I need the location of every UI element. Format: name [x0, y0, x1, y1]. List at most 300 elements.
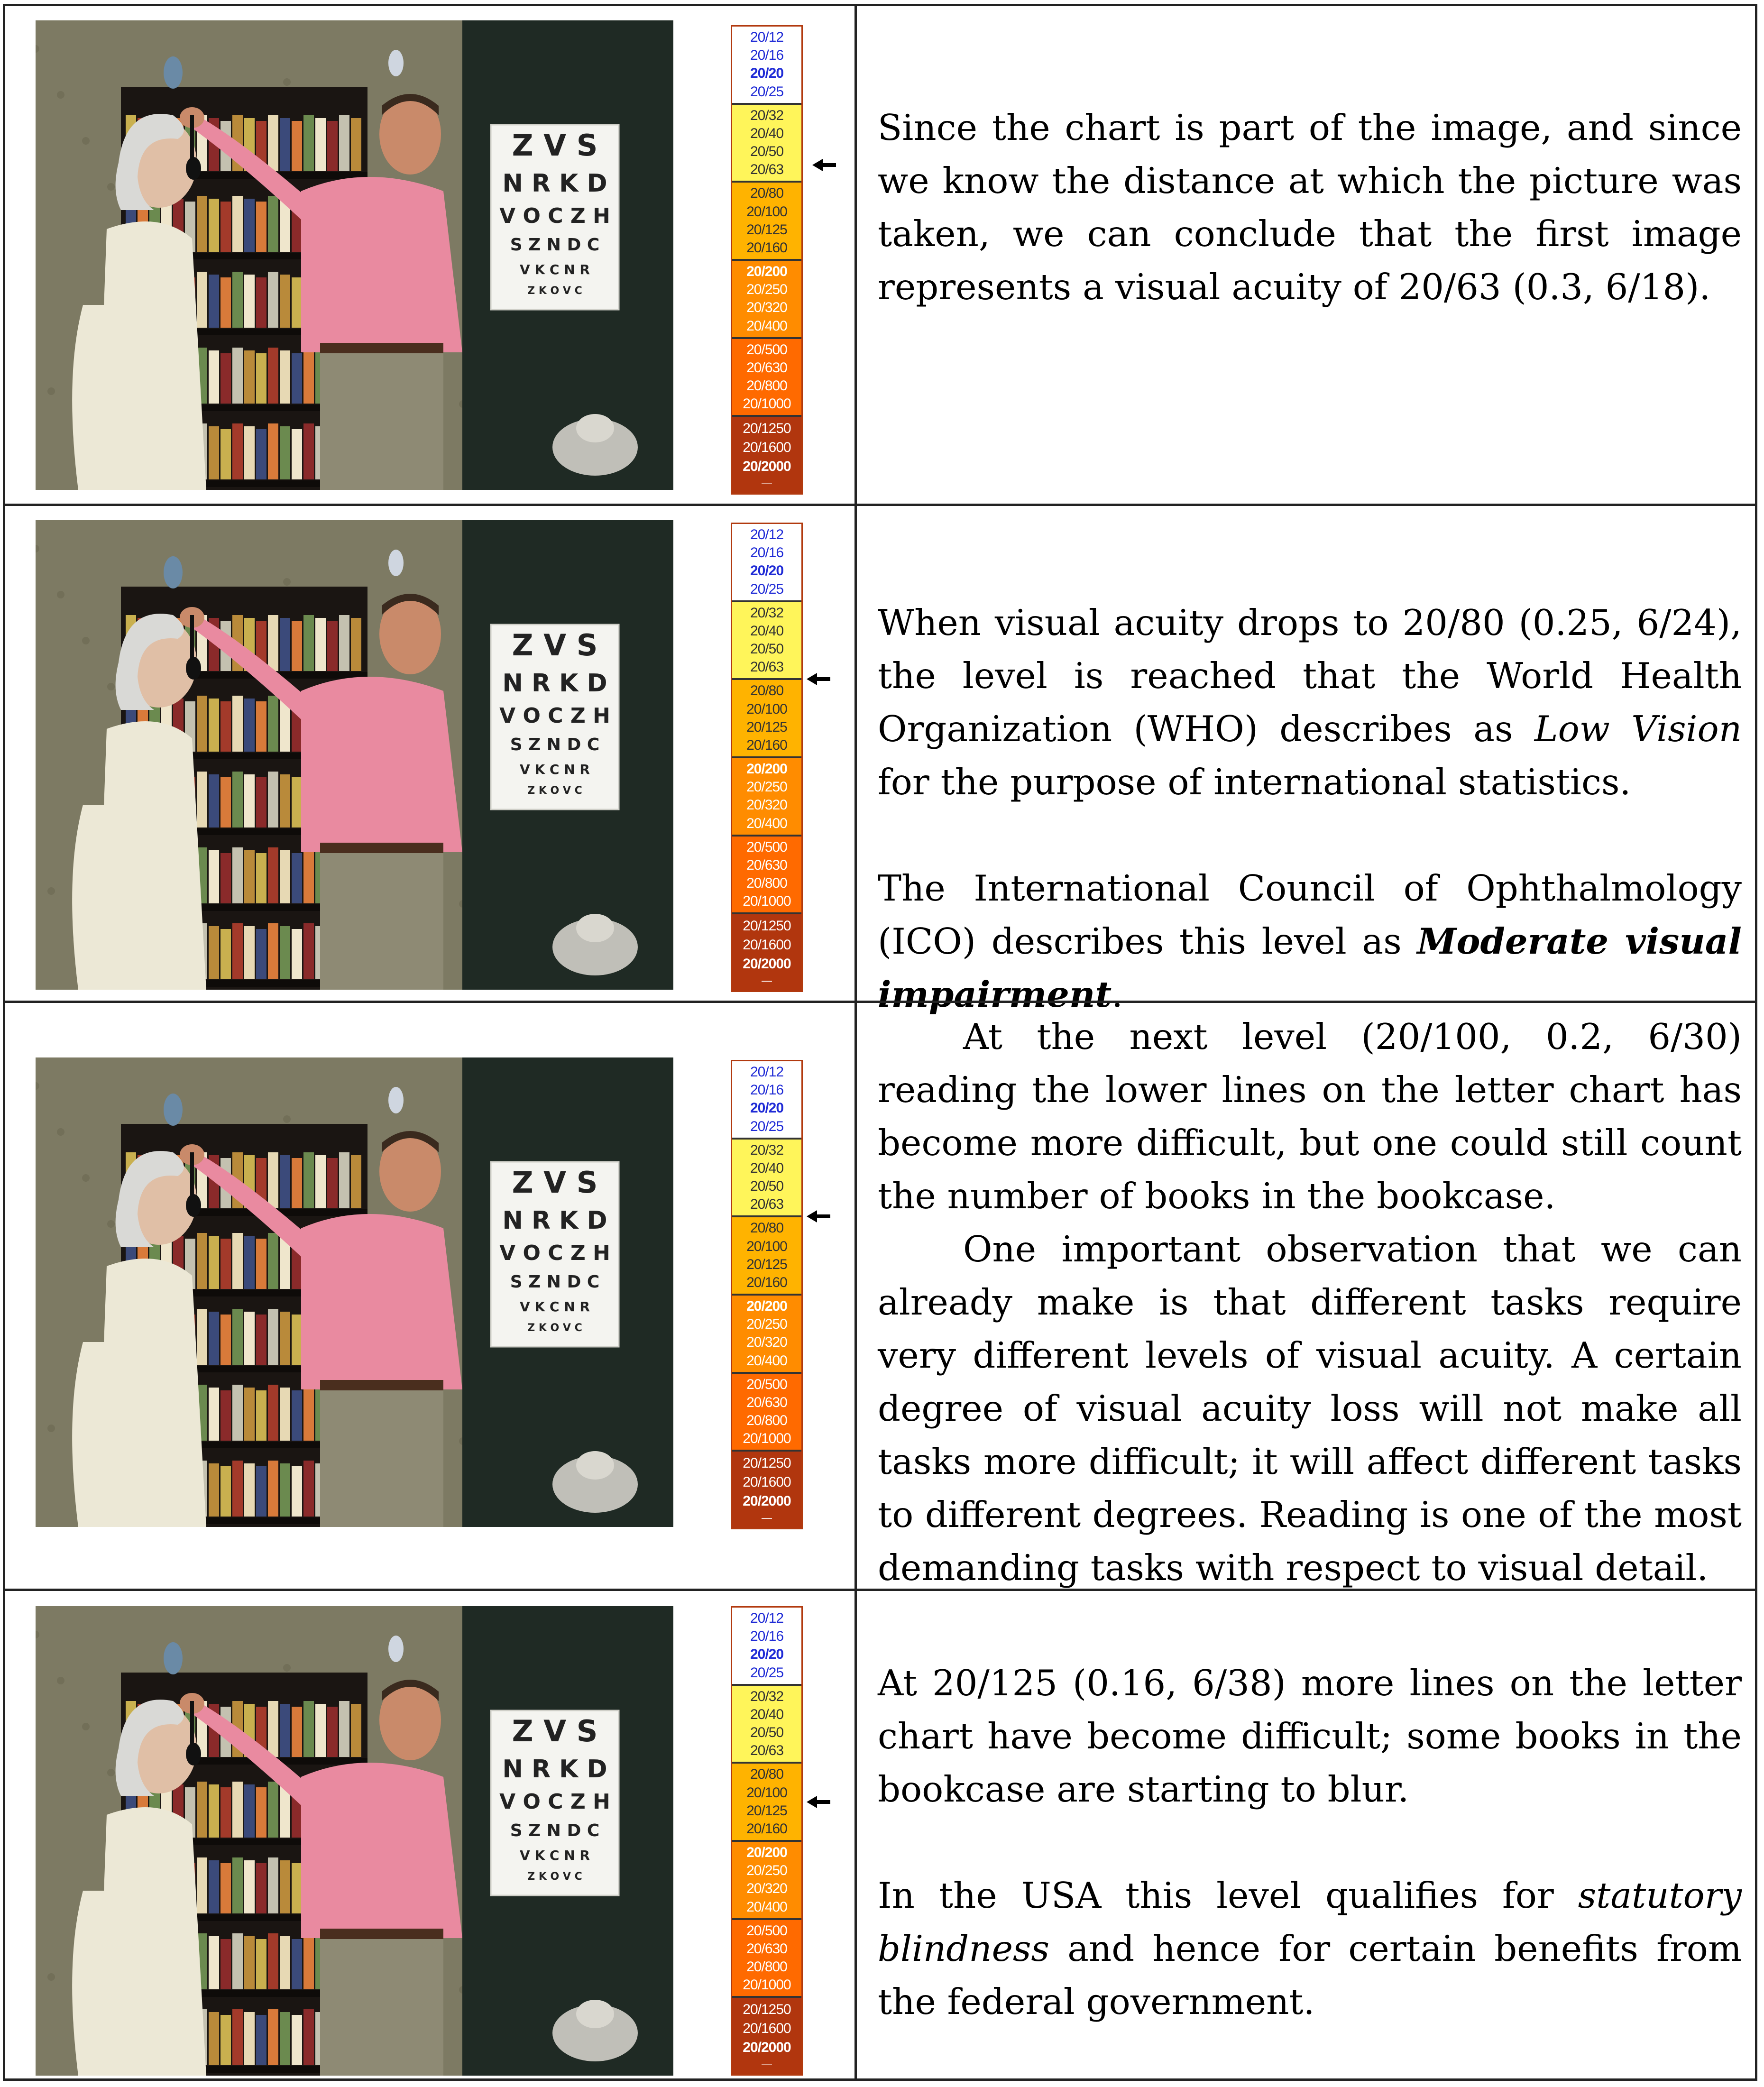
scale-label: 20/160 — [746, 737, 787, 753]
book — [280, 426, 290, 479]
book — [327, 621, 338, 671]
book — [220, 1939, 231, 1989]
scale-group — [732, 261, 801, 339]
scale-group — [732, 1998, 801, 2074]
scale-group — [732, 1842, 801, 1920]
wallpaper-dot — [82, 1723, 90, 1730]
book — [209, 275, 219, 328]
scale-label: 20/40 — [750, 623, 784, 639]
book — [244, 1236, 255, 1289]
scale-label: 20/25 — [750, 83, 784, 100]
book — [232, 1782, 243, 1838]
scale-label: 20/125 — [746, 221, 787, 238]
eye-chart-line: S Z N D C — [510, 1821, 600, 1840]
scale-group — [732, 602, 801, 680]
wallpaper-dot — [57, 1128, 64, 1136]
book — [280, 275, 290, 328]
man-belt — [320, 843, 443, 853]
wallpaper-dot — [82, 637, 90, 644]
book — [339, 1701, 349, 1757]
scale-label: 20/50 — [750, 1725, 784, 1741]
eye-chart-line: Z K O V C — [527, 785, 582, 797]
book — [232, 923, 243, 979]
man-belt — [320, 1380, 443, 1390]
wallpaper-dot — [82, 1174, 90, 1182]
book — [244, 926, 255, 979]
scale-label: 20/16 — [750, 1082, 784, 1098]
term-moderate-impairment: Moderate visual impairment — [878, 920, 1742, 1015]
scale-label: 20/1250 — [743, 2002, 791, 2018]
scale-label: 20/1250 — [743, 421, 791, 437]
book — [280, 1936, 290, 1989]
book — [280, 850, 290, 903]
book — [256, 2015, 266, 2065]
eye-chart-line: Z K O V C — [527, 1871, 582, 1883]
book — [303, 1152, 314, 1208]
book — [280, 618, 290, 671]
scale-label: 20/1000 — [743, 396, 791, 412]
book — [280, 774, 290, 827]
eye-occluder — [186, 157, 201, 180]
eye-chart-line: V K C N R — [520, 1848, 590, 1863]
book — [351, 1704, 361, 1757]
paragraph: When visual acuity drops to 20/80 (0.25, 6/24), the level is reached that the World Health Organization (WHO) describes as Low Vision for the purpose of international statistics. — [878, 602, 1742, 803]
book — [292, 1158, 302, 1208]
book — [351, 1155, 361, 1208]
book — [220, 777, 231, 827]
book — [292, 621, 302, 671]
paragraph: The International Council of Ophthalmology (ICO) describes this level as Moderate visual impairment. — [878, 867, 1742, 1015]
scale-label: 20/12 — [750, 1064, 784, 1080]
book — [256, 1939, 266, 1989]
scale-group — [732, 105, 801, 183]
scale-group — [732, 524, 801, 602]
book — [244, 1860, 255, 1913]
book — [268, 1782, 278, 1838]
book — [327, 1707, 338, 1757]
scale-label: 20/320 — [746, 1334, 787, 1351]
scale-label: 20/200 — [746, 1845, 787, 1861]
man-shirt — [301, 1214, 462, 1389]
scale-group — [732, 27, 801, 105]
paragraph: Since the chart is part of the image, and since we know the distance at which the picture was taken, we can conclude that the first image represents a visual acuity of 20/63 (0.3, 6/18). — [878, 107, 1742, 308]
eye-chart-line: Z V S — [512, 1165, 598, 1200]
book — [232, 847, 243, 903]
book — [280, 350, 290, 404]
book — [197, 196, 207, 252]
paragraph: At the next level (20/100, 0.2, 6/30) reading the lower lines on the letter chart has become more difficult, but one could still count the number of books in the bookcase. — [878, 1016, 1742, 1217]
book — [303, 615, 314, 671]
book — [244, 850, 255, 903]
vase — [164, 556, 183, 588]
scale-label: 20/250 — [746, 1316, 787, 1333]
eye-chart-line: V O C Z H — [499, 204, 610, 228]
photo-panel — [36, 1606, 673, 2076]
scale-label: 20/500 — [746, 1376, 787, 1392]
eye-chart-line: V O C Z H — [499, 1241, 610, 1265]
book — [256, 1390, 266, 1441]
scale-label: 20/100 — [746, 203, 787, 220]
book — [303, 348, 314, 404]
book — [268, 423, 278, 479]
eye-occluder — [186, 657, 201, 680]
book — [268, 1701, 278, 1757]
woman-sweater — [97, 721, 206, 990]
wallpaper-dot — [283, 78, 291, 86]
man-belt — [320, 1929, 443, 1939]
scale-label: 20/630 — [746, 857, 787, 873]
book — [220, 353, 231, 404]
vase — [388, 550, 404, 576]
scale-label: 20/32 — [750, 605, 784, 621]
photo-panel — [36, 20, 673, 490]
caption-text — [878, 101, 1742, 313]
book — [244, 426, 255, 479]
book — [220, 277, 231, 328]
book — [209, 1936, 219, 1989]
book — [303, 1385, 314, 1441]
wallpaper-dot — [283, 1664, 291, 1672]
book — [244, 1388, 255, 1441]
table-row — [5, 1589, 1755, 2081]
scale-label: 20/125 — [746, 719, 787, 735]
teapot — [576, 414, 614, 442]
acuity-scale — [731, 523, 803, 992]
book — [244, 2012, 255, 2065]
vase — [388, 1087, 404, 1113]
book — [220, 1315, 231, 1365]
eye-chart-line: N R K D — [502, 1206, 607, 1235]
level-arrow-icon — [807, 672, 830, 686]
book — [280, 1463, 290, 1517]
caption-text — [878, 1656, 1742, 2028]
scale-label: 20/40 — [750, 1706, 784, 1722]
book — [303, 2009, 314, 2065]
scale-group — [732, 417, 801, 493]
man-shirt — [301, 1763, 462, 1938]
woman-sweater — [97, 221, 206, 490]
book — [268, 615, 278, 671]
eye-chart-line: V O C Z H — [499, 1790, 610, 1814]
scale-label: 20/1600 — [743, 439, 791, 455]
scale-label: 20/1000 — [743, 1977, 791, 1993]
caption-text — [878, 596, 1742, 1021]
book — [244, 699, 255, 752]
book — [303, 1933, 314, 1989]
table-row — [5, 1001, 1755, 1589]
book — [220, 2015, 231, 2065]
book — [256, 1787, 266, 1838]
scale-label: 20/400 — [746, 1352, 787, 1369]
book — [292, 121, 302, 171]
woman-arm — [72, 805, 111, 990]
book — [327, 1158, 338, 1208]
wallpaper-dot — [47, 887, 55, 895]
book — [280, 1860, 290, 1913]
scale-dash: — — [762, 975, 772, 987]
book — [292, 1939, 302, 1989]
scale-group — [732, 1608, 801, 1686]
book — [209, 850, 219, 903]
scale-group — [732, 339, 801, 417]
book — [315, 1155, 326, 1208]
scale-label: 20/12 — [750, 527, 784, 543]
book — [315, 618, 326, 671]
eye-chart-line: S Z N D C — [510, 735, 600, 754]
scale-label: 20/12 — [750, 1610, 784, 1627]
book — [244, 1312, 255, 1365]
scene-photo — [36, 1057, 673, 1527]
book — [339, 115, 349, 171]
man-shirt — [301, 177, 462, 352]
acuity-scale — [731, 1060, 803, 1529]
book — [197, 1309, 207, 1365]
scale-label: 20/63 — [750, 1743, 784, 1759]
book — [232, 2009, 243, 2065]
book — [292, 1390, 302, 1441]
table-row — [5, 6, 1755, 504]
book — [209, 199, 219, 252]
scale-label: 20/630 — [746, 1940, 787, 1957]
book — [280, 1312, 290, 1365]
scale-group — [732, 680, 801, 758]
scale-label: 20/50 — [750, 144, 784, 160]
scale-label: 20/320 — [746, 300, 787, 316]
level-arrow-icon — [812, 158, 836, 172]
book — [280, 118, 290, 171]
scale-label: 20/20 — [750, 65, 784, 82]
book — [232, 1933, 243, 1989]
book — [280, 1704, 290, 1757]
book — [244, 350, 255, 404]
teapot — [576, 2000, 614, 2028]
book — [244, 199, 255, 252]
eye-chart-line: V O C Z H — [499, 704, 610, 728]
teapot — [576, 1451, 614, 1480]
wallpaper-dot — [57, 91, 64, 99]
book — [303, 923, 314, 979]
book — [268, 1309, 278, 1365]
scale-group — [732, 1061, 801, 1140]
scale-label: 20/20 — [750, 563, 784, 579]
scale-label: 20/2000 — [743, 956, 791, 972]
eye-chart-line: Z V S — [512, 128, 598, 163]
book — [232, 423, 243, 479]
book — [292, 777, 302, 827]
man-trousers — [320, 847, 443, 990]
scale-label: 20/20 — [750, 1646, 784, 1663]
eye-chart-line: Z K O V C — [527, 1322, 582, 1334]
scale-label: 20/250 — [746, 779, 787, 795]
eye-chart-line: V K C N R — [520, 762, 590, 777]
book — [292, 1315, 302, 1365]
wallpaper-dot — [283, 578, 291, 586]
level-arrow-icon — [807, 1209, 830, 1223]
scale-label: 20/320 — [746, 1881, 787, 1897]
scale-label: 20/50 — [750, 1178, 784, 1195]
woman-arm — [72, 305, 111, 490]
book — [268, 1385, 278, 1441]
scale-label: 20/1250 — [743, 918, 791, 934]
book — [197, 272, 207, 328]
eye-chart-line: S Z N D C — [510, 235, 600, 255]
book — [303, 1701, 314, 1757]
scale-label: 20/2000 — [743, 1493, 791, 1509]
book — [292, 353, 302, 404]
eye-occluder — [186, 1194, 201, 1217]
scale-group — [732, 1452, 801, 1528]
scale-label: 20/40 — [750, 125, 784, 141]
book — [220, 202, 231, 252]
scale-label: 20/100 — [746, 701, 787, 717]
eye-chart-line: Z V S — [512, 628, 598, 662]
book — [256, 353, 266, 404]
scale-label: 20/32 — [750, 1688, 784, 1704]
book — [197, 696, 207, 752]
scale-label: 20/800 — [746, 1413, 787, 1429]
book — [244, 1784, 255, 1838]
vase — [164, 1642, 183, 1674]
scale-dash: — — [762, 1512, 772, 1524]
book — [292, 277, 302, 328]
book — [351, 618, 361, 671]
book — [292, 1863, 302, 1913]
book — [232, 1233, 243, 1289]
term-statutory-blindness: statutory blindness — [878, 1875, 1742, 1969]
book — [292, 1466, 302, 1517]
book — [280, 926, 290, 979]
woman-sweater — [97, 1259, 206, 1527]
book — [339, 615, 349, 671]
book — [220, 1466, 231, 1517]
scale-label: 20/25 — [750, 1664, 784, 1681]
book — [232, 1857, 243, 1913]
eye-chart-line: S Z N D C — [510, 1272, 600, 1292]
book — [232, 272, 243, 328]
book — [268, 696, 278, 752]
scale-group — [732, 1217, 801, 1296]
book — [268, 1461, 278, 1517]
teapot — [576, 914, 614, 942]
scale-label: 20/200 — [746, 761, 787, 777]
book — [256, 1466, 266, 1517]
scale-group — [732, 758, 801, 837]
eye-chart-line: Z K O V C — [527, 285, 582, 297]
wallpaper-dot — [283, 1115, 291, 1123]
term-low-vision: Low Vision — [1534, 708, 1742, 750]
scale-label: 20/400 — [746, 1899, 787, 1915]
book — [197, 1233, 207, 1289]
scale-label: 20/16 — [750, 47, 784, 64]
book — [268, 1152, 278, 1208]
woman-arm — [72, 1342, 111, 1527]
scale-group — [732, 183, 801, 261]
scale-label: 20/2000 — [743, 2039, 791, 2055]
scale-label: 20/63 — [750, 659, 784, 675]
book — [315, 118, 326, 171]
eye-chart-line: N R K D — [502, 169, 607, 198]
photo-panel — [36, 520, 673, 990]
book — [256, 429, 266, 479]
man-shirt — [301, 677, 462, 852]
scale-group — [732, 837, 801, 915]
book — [268, 272, 278, 328]
vase — [388, 1636, 404, 1662]
scale-label: 20/1600 — [743, 2020, 791, 2036]
scale-label: 20/1600 — [743, 937, 791, 953]
scale-label: 20/250 — [746, 1863, 787, 1879]
book — [209, 699, 219, 752]
scale-label: 20/50 — [750, 641, 784, 657]
scene-photo — [36, 520, 673, 990]
book — [197, 772, 207, 827]
book — [303, 847, 314, 903]
eye-chart-line: V K C N R — [520, 262, 590, 277]
book — [268, 348, 278, 404]
book — [209, 426, 219, 479]
figure-table — [3, 4, 1757, 2081]
book — [197, 1857, 207, 1913]
book — [232, 772, 243, 827]
wallpaper-dot — [107, 1220, 115, 1228]
book — [268, 923, 278, 979]
scale-label: 20/200 — [746, 264, 787, 280]
wallpaper-dot — [47, 1973, 55, 1981]
man-trousers — [320, 348, 443, 490]
scale-label: 20/500 — [746, 839, 787, 855]
scene-photo — [36, 1606, 673, 2076]
book — [292, 853, 302, 903]
scale-label: 20/100 — [746, 1238, 787, 1254]
book — [232, 1309, 243, 1365]
book — [220, 701, 231, 752]
book — [220, 1863, 231, 1913]
paragraph: In the USA this level qualifies for statutory blindness and hence for certain benefits from the federal government. — [878, 1875, 1742, 2023]
book — [209, 1463, 219, 1517]
scale-label: 20/1000 — [743, 893, 791, 910]
book — [209, 2012, 219, 2065]
book — [220, 853, 231, 903]
scale-group — [732, 1764, 801, 1842]
level-arrow-icon — [807, 1795, 830, 1809]
scale-group — [732, 1140, 801, 1218]
man-trousers — [320, 1385, 443, 1527]
book — [280, 1155, 290, 1208]
book — [256, 1863, 266, 1913]
book — [268, 1933, 278, 1989]
book — [232, 696, 243, 752]
book — [209, 1784, 219, 1838]
book — [268, 1857, 278, 1913]
book — [244, 1936, 255, 1989]
scale-label: 20/80 — [750, 683, 784, 699]
vase — [164, 1094, 183, 1126]
scale-label: 20/630 — [746, 359, 787, 376]
book — [220, 1390, 231, 1441]
scale-label: 20/160 — [746, 239, 787, 256]
scale-label: 20/800 — [746, 875, 787, 892]
book — [256, 277, 266, 328]
scale-label: 20/80 — [750, 185, 784, 202]
wallpaper-dot — [57, 591, 64, 598]
scale-group — [732, 1920, 801, 1998]
book — [292, 929, 302, 979]
book — [220, 429, 231, 479]
scale-label: 20/630 — [746, 1394, 787, 1410]
vase — [164, 56, 183, 89]
scale-group — [732, 1374, 801, 1452]
book — [232, 196, 243, 252]
